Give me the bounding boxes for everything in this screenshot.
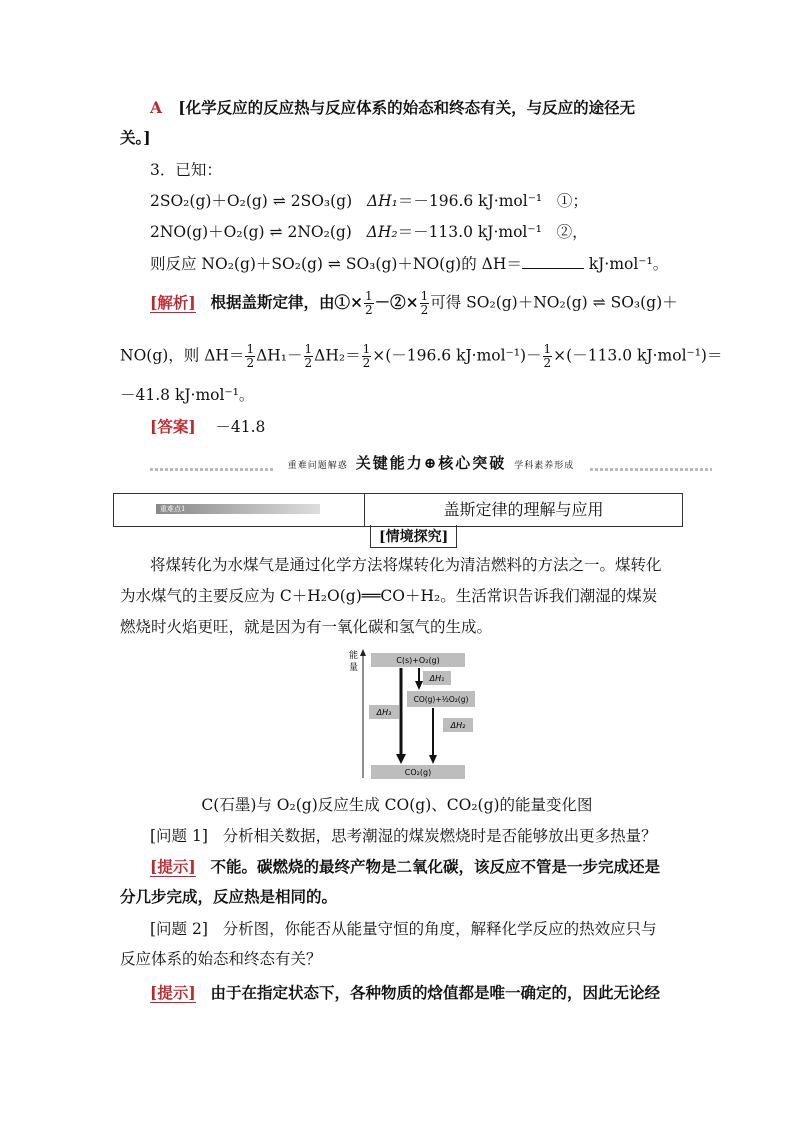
banner-right: 学科素养形成 (514, 461, 575, 471)
fraction-half: $\frac{1}{2}$ (362, 342, 371, 370)
equilibrium-arrow-icon: ⇌ (327, 255, 341, 273)
q2-line2: 反应体系的始态和终态有关？ (120, 950, 322, 968)
analysis-line3: －41.8 kJ·mol⁻¹。 (120, 386, 255, 404)
eq1-dh-label: ΔH₁ (366, 192, 398, 210)
arrow-head-icon (429, 755, 437, 764)
section-banner (150, 452, 712, 474)
answer-blank (522, 254, 584, 269)
q3-eq2 (150, 221, 588, 243)
intro-line1: 将煤转化为水煤气是通过化学方法将煤转化为清洁燃料的方法之一。煤转化 (150, 556, 662, 574)
answer-a-text: [化学反应的反应热与反应体系的始态和终态有关，与反应的途径无 (178, 98, 636, 117)
eq2-dh-label: ΔH₂ (366, 223, 398, 241)
banner-main: 关键能力⊕核心突破 (355, 454, 507, 472)
hint1-line2: 分几步完成，反应热是相同的。 (120, 887, 338, 906)
analysis-l2d: ×(－196.6 kJ·mol⁻¹)－ (372, 346, 542, 365)
arrow-head-icon (415, 681, 423, 690)
q1-label: [问题 1] (150, 827, 208, 845)
hint1-label: [提示] (150, 857, 196, 876)
hint2-line (150, 982, 660, 1004)
banner-left: 重难问题解惑 (287, 461, 348, 471)
analysis-part4: SO₃(g)＋ (610, 293, 678, 312)
answer-a-line2: 关。] (120, 128, 151, 147)
intro-line2: 为水煤气的主要反应为 C＋H₂O(g)══CO＋H₂。生活常识告诉我们潮湿的煤炭 (120, 587, 658, 605)
bottom-state-label: CO₂(g) (404, 768, 432, 777)
equilibrium-arrow-icon: ⇌ (269, 223, 283, 241)
top-state-label: C(s)+O₂(g) (396, 656, 440, 665)
answer-letter: A (150, 98, 163, 117)
topic-box (113, 493, 683, 527)
dh1-label: ΔH₁ (429, 674, 445, 683)
eq2-dh-value: ＝－113.0 kJ·mol⁻¹ (397, 223, 542, 241)
analysis-part2: －②× (374, 292, 419, 312)
equilibrium-arrow-icon: ⇌ (592, 293, 606, 312)
hint2-text: 由于在指定状态下，各种物质的焓值都是唯一确定的，因此无论经 (210, 983, 660, 1002)
analysis-part1: 根据盖斯定律，由①× (210, 292, 363, 312)
middle-state-label: CO(g)+½O₂(g) (413, 695, 469, 704)
eq1-right: 2SO₃(g) (290, 192, 353, 210)
eq2-right: 2NO₂(g) (287, 223, 352, 241)
answer-a-line1 (150, 97, 635, 119)
analysis-l2c: ΔH₂＝ (314, 346, 361, 365)
q1-line (150, 825, 657, 847)
hint1-text1: 不能。碳燃烧的最终产物是二氧化碳，该反应不管是一步完成还是 (210, 857, 660, 876)
answer-label: [答案] (150, 417, 196, 436)
situation-tab: [情境探究] (370, 525, 457, 548)
analysis-l2a: NO(g)，则 ΔH＝ (120, 346, 245, 365)
dh2-label: ΔH₂ (450, 721, 466, 730)
q2-label: [问题 2] (150, 920, 208, 938)
axis-arrow-icon (360, 649, 366, 656)
analysis-line1 (150, 290, 678, 317)
eq1-tag: ①； (556, 192, 588, 210)
y-axis-label-2: 量 (349, 663, 359, 673)
equilibrium-arrow-icon: ⇌ (272, 192, 286, 210)
q1-text: 分析相关数据，思考潮湿的煤炭燃烧时是否能够放出更多热量？ (222, 827, 657, 845)
analysis-l2e: ×(－113.0 kJ·mol⁻¹)＝ (553, 346, 723, 365)
q3-title: 3．已知： (150, 161, 222, 179)
eq2-left: 2NO(g)＋O₂(g) (150, 223, 265, 241)
energy-diagram (345, 648, 480, 780)
answer-value: －41.8 (215, 418, 266, 436)
hint1-line1 (150, 856, 660, 878)
topic-title: 盖斯定律的理解与应用 (443, 500, 604, 519)
fraction-half: $\frac{1}{2}$ (420, 289, 429, 317)
topic-box-left (114, 494, 365, 526)
hint2-label: [提示] (150, 983, 196, 1002)
banner-text (150, 452, 712, 473)
topic-tag: 重难点1 (156, 504, 320, 514)
answer-line (150, 416, 265, 438)
y-axis-label-1: 能 (349, 651, 359, 661)
eq1-dh-value: ＝－196.6 kJ·mol⁻¹ (397, 192, 543, 210)
arrow-head-icon (396, 754, 406, 764)
intro-line3: 燃烧时火焰更旺，就是因为有一氧化碳和氢气的生成。 (120, 618, 493, 636)
fraction-half: $\frac{1}{2}$ (304, 342, 313, 370)
diagram-caption: C(石墨)与 O₂(g)反应生成 CO(g)、CO₂(g)的能量变化图 (201, 796, 593, 814)
fraction-half: $\frac{1}{2}$ (246, 342, 255, 370)
fraction-half: $\frac{1}{2}$ (543, 342, 552, 370)
analysis-part3: 可得 SO₂(g)＋NO₂(g) (430, 293, 588, 312)
q3-question-end: SO₃(g)＋NO(g)的 ΔH＝ (345, 255, 522, 273)
q3-question (150, 253, 668, 275)
dh-total-label: ΔH₃ (376, 708, 392, 717)
q3-question-start: 则反应 NO₂(g)＋SO₂(g) (150, 255, 323, 273)
q3-eq1 (150, 190, 588, 212)
analysis-line2 (120, 343, 722, 370)
analysis-label: [解析] (150, 292, 196, 312)
analysis-l2b: ΔH₁－ (256, 346, 303, 365)
energy-diagram-svg (345, 648, 480, 780)
q2-text1: 分析图，你能否从能量守恒的角度，解释化学反应的热效应只与 (222, 920, 657, 938)
q3-unit: kJ·mol⁻¹。 (588, 255, 669, 273)
q2-line1 (150, 918, 657, 940)
fraction-half: $\frac{1}{2}$ (364, 289, 373, 317)
eq1-left: 2SO₂(g)＋O₂(g) (150, 192, 268, 210)
eq2-tag: ②， (556, 223, 588, 241)
